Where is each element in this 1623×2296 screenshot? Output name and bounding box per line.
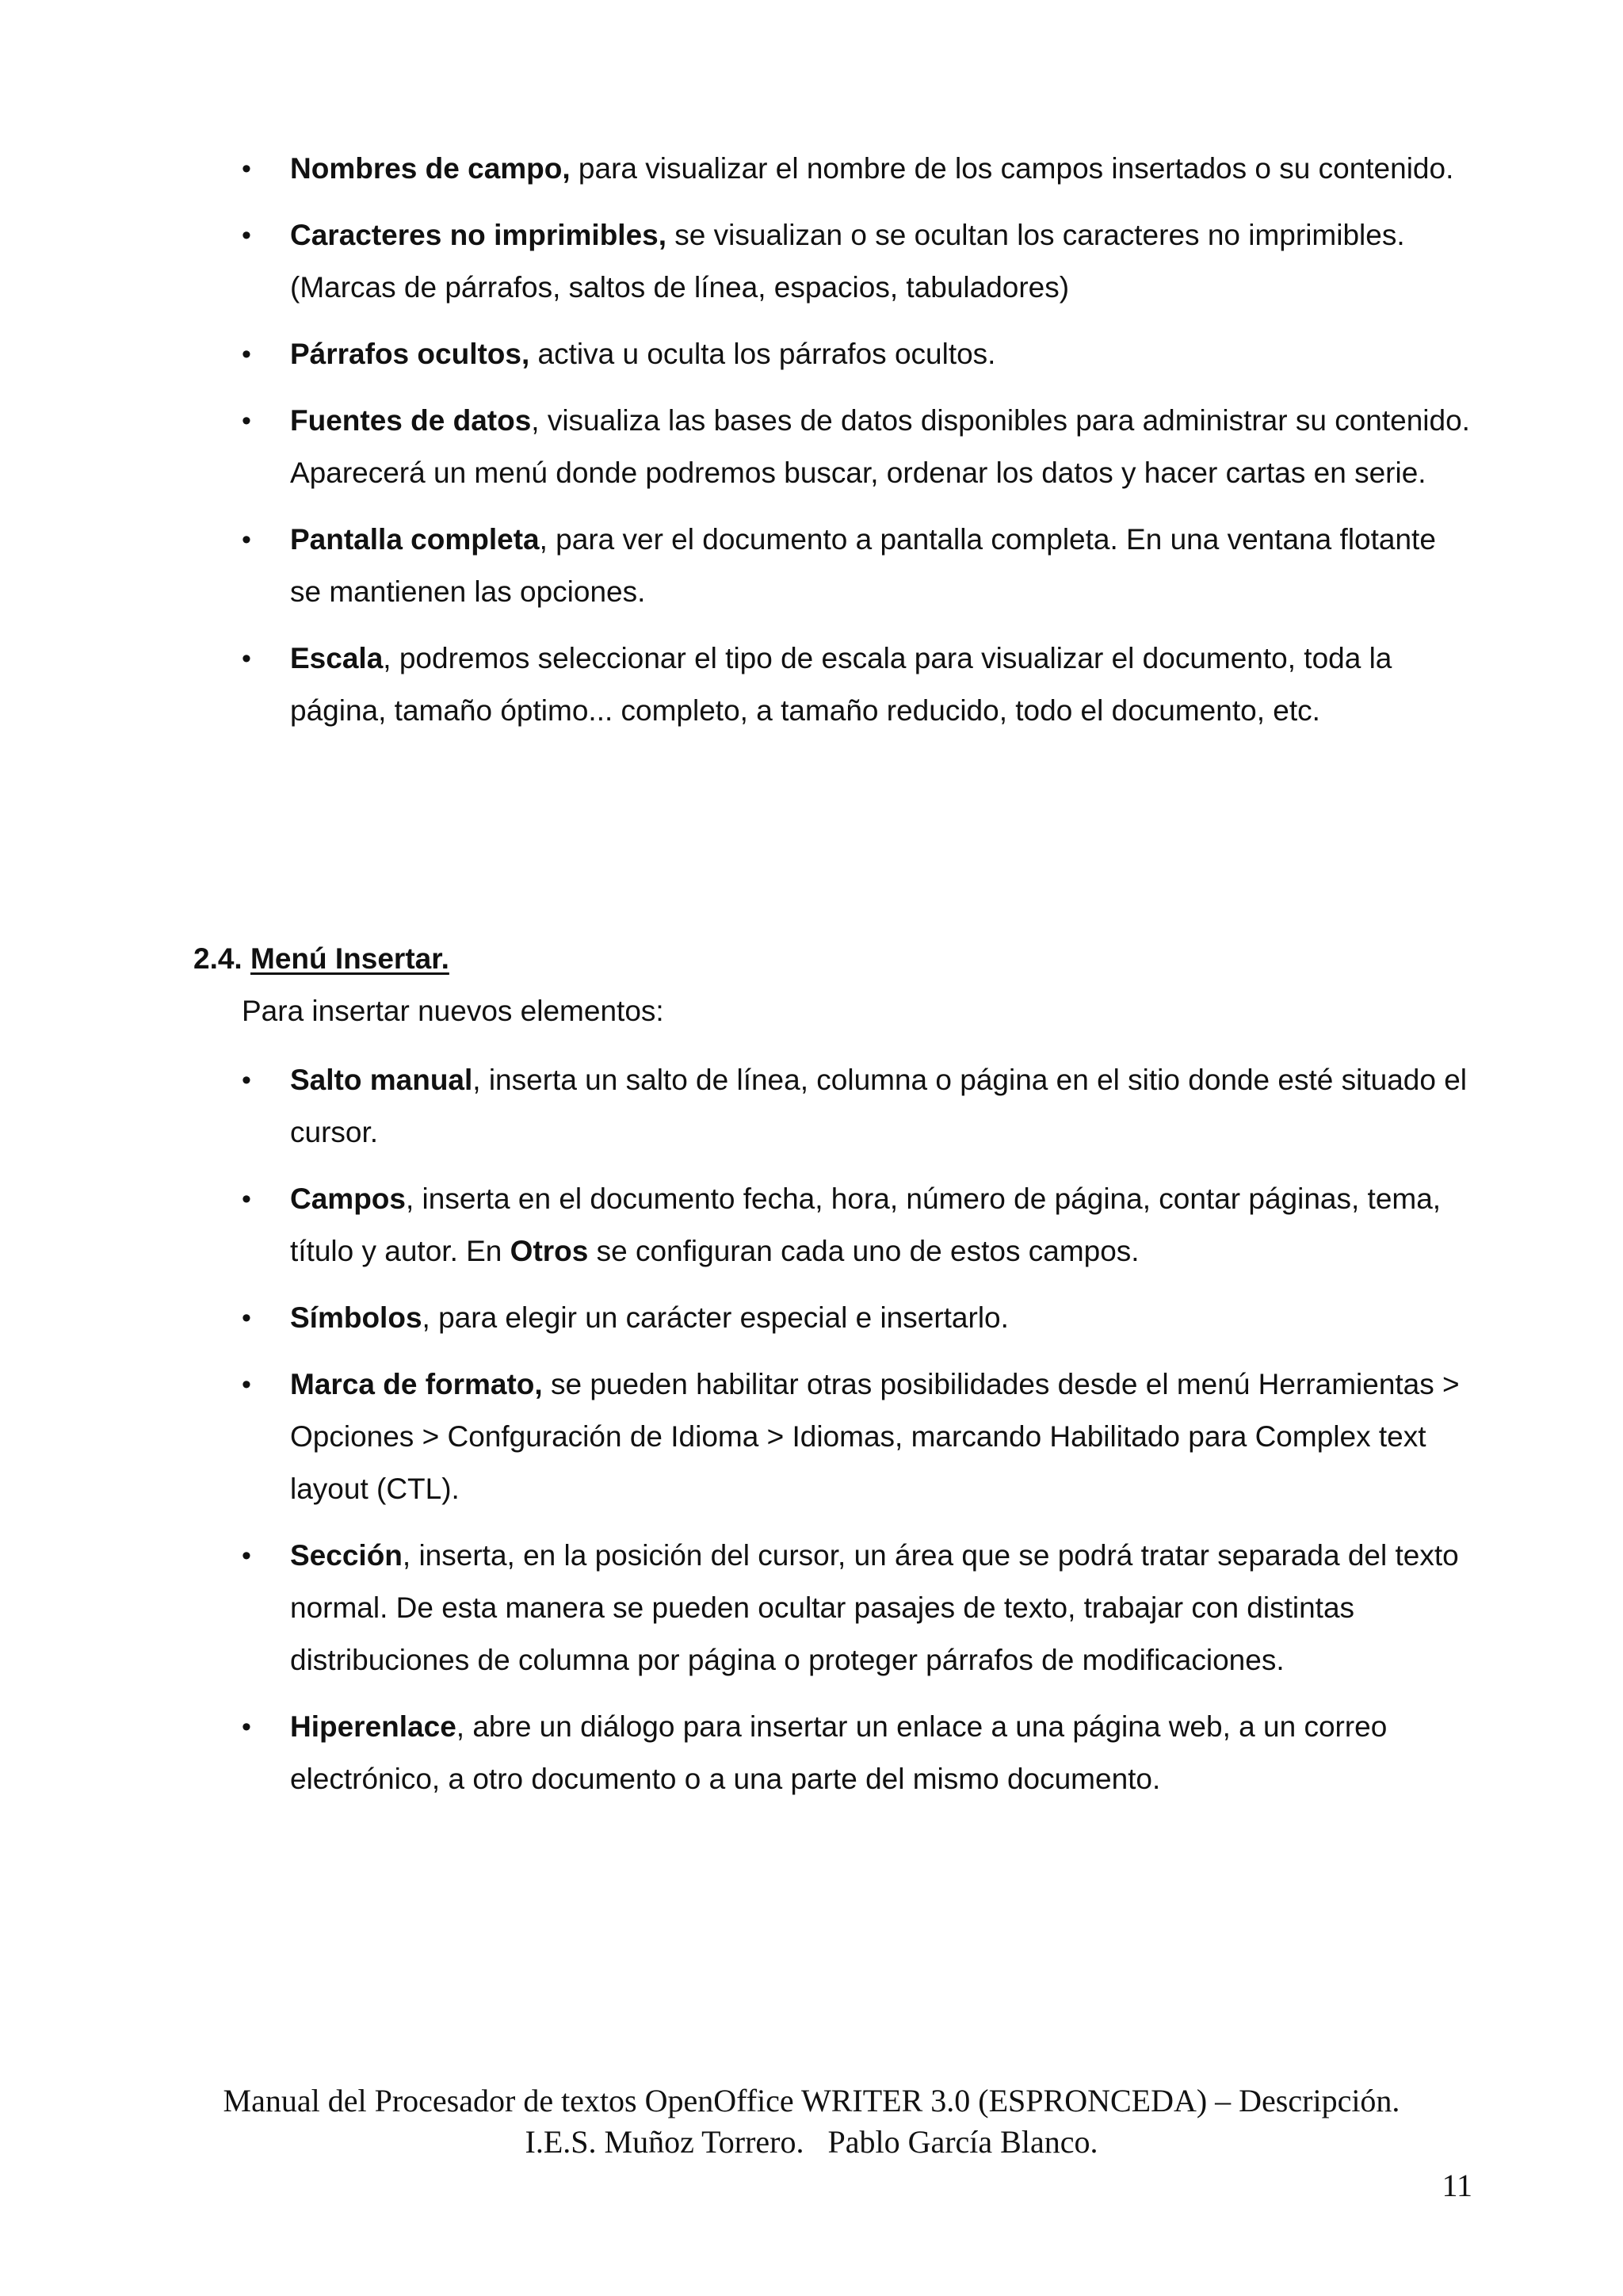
item-description: para visualizar el nombre de los campos insertados o su contenido.	[570, 152, 1454, 185]
item-term: Párrafos ocultos,	[290, 338, 530, 370]
bullet-icon: •	[242, 1541, 251, 1571]
bullet-icon: •	[242, 1065, 251, 1095]
list-item	[0, 395, 1623, 499]
bullet-icon: •	[242, 1184, 251, 1214]
item-description: , inserta, en la posición del cursor, un área que se podrá tratar separada del texto normal. De esta manera se pueden ocultar pasajes de texto, trabajar con distintas distribuciones de columna por página o proteger párrafos de modificaciones.	[290, 1539, 1459, 1676]
bullet-icon: •	[242, 1370, 251, 1400]
bullet-icon: •	[242, 220, 251, 250]
item-term: Escala	[290, 642, 384, 674]
bullet-icon: •	[242, 339, 251, 369]
item-term: Salto manual	[290, 1064, 473, 1096]
item-term-secondary: Otros	[510, 1235, 589, 1267]
bullet-icon: •	[242, 525, 251, 555]
item-description: se pueden habilitar otras posibilidades desde el menú Herramientas > Opciones > Confguración de Idioma > Idiomas, marcando Habilitado para Complex text layout (CTL).	[290, 1368, 1460, 1505]
item-term: Caracteres no imprimibles,	[290, 219, 667, 251]
item-term: Nombres de campo,	[290, 152, 571, 185]
list-item	[0, 1292, 1623, 1344]
item-term: Símbolos	[290, 1301, 422, 1334]
item-term: Sección	[290, 1539, 403, 1572]
list-item	[0, 143, 1623, 195]
bullet-icon: •	[242, 406, 251, 436]
item-term: Hiperenlace	[290, 1710, 456, 1743]
item-description: , podremos seleccionar el tipo de escala para visualizar el documento, toda la página, tamaño óptimo... completo, a tamaño reducido, todo el documento, etc.	[290, 642, 1392, 727]
item-term: Marca de formato,	[290, 1368, 543, 1400]
section-heading	[193, 933, 449, 985]
item-description: , inserta un salto de línea, columna o página en el sitio donde esté situado el cursor.	[290, 1064, 1468, 1148]
item-description: , inserta en el documento fecha, hora, número de página, contar páginas, tema, título y autor. En	[290, 1182, 1442, 1267]
list-item	[0, 1358, 1623, 1515]
bullet-icon: •	[242, 1303, 251, 1333]
bullet-icon: •	[242, 154, 251, 184]
list-item	[0, 1701, 1623, 1805]
list-item	[0, 328, 1623, 380]
list-item	[0, 209, 1623, 314]
item-description-continued: se configuran cada uno de estos campos.	[588, 1235, 1140, 1267]
item-description: , para ver el documento a pantalla completa. En una ventana flotante se mantienen las opciones.	[290, 523, 1436, 608]
view-options-list	[0, 143, 1623, 751]
item-description: , para elegir un carácter especial e insertarlo.	[422, 1301, 1009, 1334]
insert-menu-list	[0, 1054, 1623, 1820]
footer-line-2: I.E.S. Muñoz Torrero. Pablo García Blanco.	[525, 2124, 1098, 2160]
page-footer	[0, 2080, 1623, 2163]
item-term: Pantalla completa	[290, 523, 540, 556]
item-description: se visualizan o se ocultan los caracteres no imprimibles. (Marcas de párrafos, saltos de línea, espacios, tabuladores)	[290, 219, 1405, 304]
item-description: activa u oculta los párrafos ocultos.	[529, 338, 996, 370]
item-term: Campos	[290, 1182, 406, 1215]
footer-line-1: Manual del Procesador de textos OpenOffice WRITER 3.0 (ESPRONCEDA) – Descripción.	[223, 2083, 1400, 2118]
section-number: 2.4.	[193, 942, 242, 975]
page-number: 11	[1442, 2168, 1472, 2203]
list-item	[0, 1054, 1623, 1159]
bullet-icon: •	[242, 644, 251, 674]
item-term: Fuentes de datos	[290, 404, 532, 437]
section-intro: Para insertar nuevos elementos:	[242, 995, 664, 1027]
item-description: , visualiza las bases de datos disponibles para administrar su contenido. Aparecerá un menú donde podremos buscar, ordenar los datos y hacer cartas en serie.	[290, 404, 1470, 489]
list-item	[0, 514, 1623, 618]
list-item	[0, 1173, 1623, 1278]
item-description: , abre un diálogo para insertar un enlace a una página web, a un correo electrónico, a otro documento o a una parte del mismo documento.	[290, 1710, 1388, 1795]
bullet-icon: •	[242, 1712, 251, 1742]
list-item	[0, 632, 1623, 737]
section-title: Menú Insertar.	[250, 942, 449, 975]
list-item	[0, 1530, 1623, 1687]
